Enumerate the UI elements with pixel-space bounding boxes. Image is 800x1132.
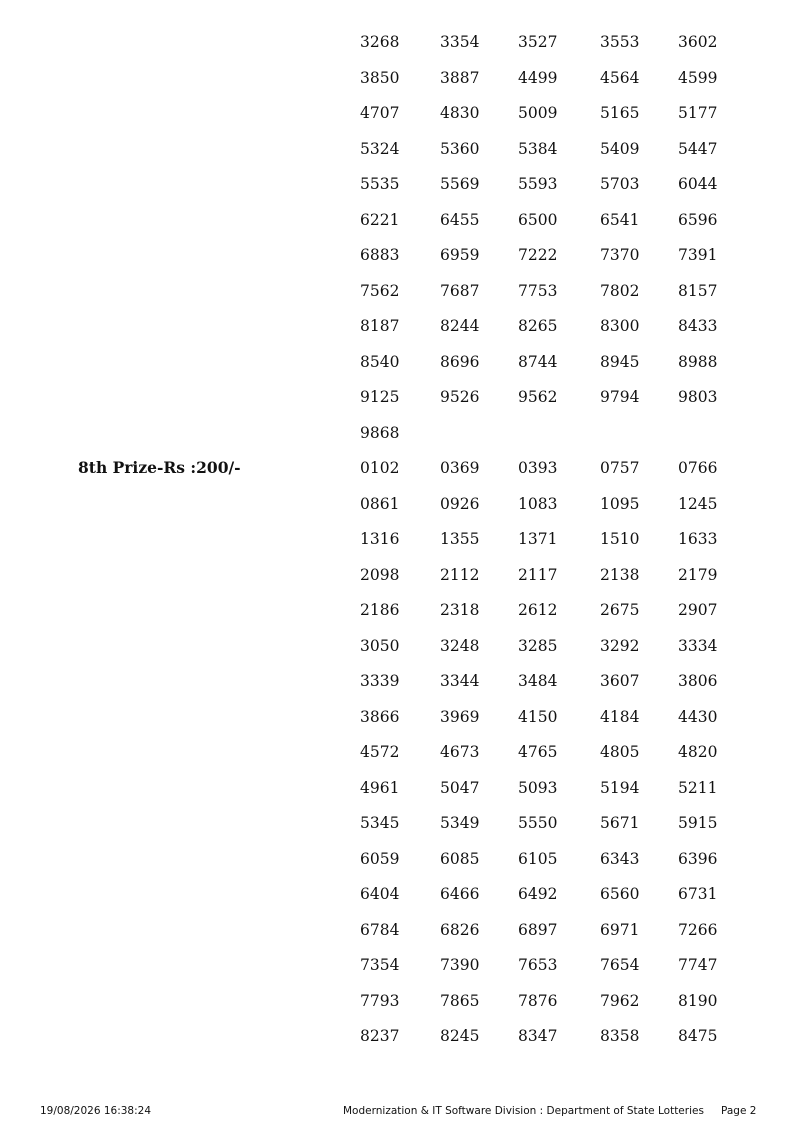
ticket-number: 6059 <box>360 849 400 868</box>
ticket-number: 6897 <box>518 920 558 939</box>
ticket-number: 7753 <box>518 281 558 300</box>
ticket-number: 5047 <box>440 778 480 797</box>
ticket-number: 5211 <box>678 778 718 797</box>
ticket-number: 7802 <box>600 281 640 300</box>
ticket-number: 1633 <box>678 530 718 548</box>
ticket-number: 6492 <box>518 885 558 903</box>
result-row <box>0 316 800 352</box>
ticket-number: 5093 <box>518 778 558 797</box>
ticket-number: 4599 <box>678 68 718 87</box>
ticket-number: 8988 <box>678 352 718 371</box>
ticket-number: 6541 <box>600 210 640 229</box>
ticket-number: 8244 <box>440 317 480 335</box>
ticket-number: 3484 <box>518 672 558 690</box>
result-row <box>0 813 800 849</box>
ticket-number: 5409 <box>600 139 640 158</box>
ticket-number: 8300 <box>600 317 640 335</box>
ticket-number: 1510 <box>600 530 640 548</box>
footer-division: Modernization & IT Software Division : Department of State Lotteries <box>343 1105 704 1117</box>
ticket-number: 3050 <box>360 636 400 655</box>
result-row <box>0 955 800 991</box>
result-row <box>0 1026 800 1062</box>
ticket-number: 7747 <box>678 956 718 974</box>
result-row <box>0 103 800 139</box>
ticket-number: 6959 <box>440 246 480 264</box>
ticket-number: 3553 <box>600 33 640 51</box>
ticket-number: 6971 <box>600 920 640 939</box>
ticket-number: 5550 <box>518 814 558 832</box>
ticket-number: 6784 <box>360 920 400 939</box>
result-row <box>0 742 800 778</box>
ticket-number: 4830 <box>440 104 480 122</box>
ticket-number: 8347 <box>518 1027 558 1045</box>
ticket-number: 8945 <box>600 352 640 371</box>
ticket-number: 4430 <box>678 707 718 726</box>
footer-page-number: Page 2 <box>721 1105 757 1117</box>
ticket-number: 7654 <box>600 956 640 974</box>
ticket-number: 8540 <box>360 352 400 371</box>
ticket-number: 3334 <box>678 636 718 655</box>
ticket-number: 3866 <box>360 707 400 726</box>
ticket-number: 8265 <box>518 317 558 335</box>
result-row <box>0 245 800 281</box>
ticket-number: 9125 <box>360 388 400 406</box>
ticket-number: 2098 <box>360 565 400 584</box>
ticket-number: 3602 <box>678 33 718 51</box>
ticket-number: 4765 <box>518 743 558 761</box>
page-footer <box>0 1105 800 1123</box>
ticket-number: 4564 <box>600 68 640 87</box>
ticket-number: 0102 <box>360 459 400 477</box>
ticket-number: 8187 <box>360 317 400 335</box>
ticket-number: 9868 <box>360 423 400 442</box>
ticket-number: 5009 <box>518 104 558 122</box>
ticket-number: 2112 <box>440 565 480 584</box>
ticket-number: 7687 <box>440 281 480 300</box>
ticket-number: 3268 <box>360 33 400 51</box>
ticket-number: 3292 <box>600 636 640 655</box>
result-row <box>0 565 800 601</box>
ticket-number: 5593 <box>518 175 558 193</box>
ticket-number: 4820 <box>678 743 718 761</box>
ticket-number: 8157 <box>678 281 718 300</box>
ticket-number: 4805 <box>600 743 640 761</box>
result-row <box>0 352 800 388</box>
ticket-number: 6404 <box>360 885 400 903</box>
ticket-number: 7391 <box>678 246 718 264</box>
ticket-number: 8358 <box>600 1027 640 1045</box>
result-row <box>0 707 800 743</box>
ticket-number: 3344 <box>440 672 480 690</box>
ticket-number: 8190 <box>678 991 718 1010</box>
ticket-number: 5671 <box>600 814 640 832</box>
ticket-number: 4961 <box>360 778 400 797</box>
ticket-number: 8433 <box>678 317 718 335</box>
ticket-number: 2138 <box>600 565 640 584</box>
ticket-number: 2612 <box>518 601 558 619</box>
ticket-number: 0861 <box>360 494 400 513</box>
ticket-number: 4673 <box>440 743 480 761</box>
ticket-number: 6500 <box>518 210 558 229</box>
ticket-number: 7354 <box>360 956 400 974</box>
ticket-number: 5360 <box>440 139 480 158</box>
ticket-number: 3969 <box>440 707 480 726</box>
ticket-number: 9803 <box>678 388 718 406</box>
ticket-number: 7876 <box>518 991 558 1010</box>
ticket-number: 5177 <box>678 104 718 122</box>
result-row <box>0 281 800 317</box>
ticket-number: 1371 <box>518 530 558 548</box>
ticket-number: 5447 <box>678 139 718 158</box>
ticket-number: 6826 <box>440 920 480 939</box>
result-row <box>0 529 800 565</box>
result-row <box>0 671 800 707</box>
ticket-number: 5535 <box>360 175 400 193</box>
ticket-number: 5569 <box>440 175 480 193</box>
result-row <box>0 458 800 494</box>
ticket-number: 6731 <box>678 885 718 903</box>
ticket-number: 1355 <box>440 530 480 548</box>
ticket-number: 7390 <box>440 956 480 974</box>
ticket-number: 1095 <box>600 494 640 513</box>
ticket-number: 2907 <box>678 601 718 619</box>
ticket-number: 7266 <box>678 920 718 939</box>
ticket-number: 6596 <box>678 210 718 229</box>
ticket-number: 6221 <box>360 210 400 229</box>
ticket-number: 0393 <box>518 459 558 477</box>
ticket-number: 9526 <box>440 388 480 406</box>
ticket-number: 6343 <box>600 849 640 868</box>
ticket-number: 2179 <box>678 565 718 584</box>
result-row <box>0 423 800 459</box>
ticket-number: 0369 <box>440 459 480 477</box>
ticket-number: 0757 <box>600 459 640 477</box>
ticket-number: 5915 <box>678 814 718 832</box>
ticket-number: 6455 <box>440 210 480 229</box>
ticket-number: 8237 <box>360 1027 400 1045</box>
ticket-number: 7222 <box>518 246 558 264</box>
ticket-number: 3339 <box>360 672 400 690</box>
ticket-number: 6466 <box>440 885 480 903</box>
ticket-number: 2675 <box>600 601 640 619</box>
ticket-number: 7865 <box>440 991 480 1010</box>
ticket-number: 6105 <box>518 849 558 868</box>
ticket-number: 6560 <box>600 885 640 903</box>
ticket-number: 4184 <box>600 707 640 726</box>
ticket-number: 1083 <box>518 494 558 513</box>
ticket-number: 8245 <box>440 1027 480 1045</box>
ticket-number: 5165 <box>600 104 640 122</box>
ticket-number: 8475 <box>678 1027 718 1045</box>
result-row <box>0 32 800 68</box>
result-row <box>0 494 800 530</box>
ticket-number: 3527 <box>518 33 558 51</box>
ticket-number: 6396 <box>678 849 718 868</box>
ticket-number: 0926 <box>440 494 480 513</box>
result-row <box>0 884 800 920</box>
ticket-number: 9794 <box>600 388 640 406</box>
ticket-number: 2186 <box>360 601 400 619</box>
ticket-number: 7562 <box>360 281 400 300</box>
ticket-number: 3806 <box>678 672 718 690</box>
ticket-number: 7793 <box>360 991 400 1010</box>
ticket-number: 5384 <box>518 139 558 158</box>
ticket-number: 1316 <box>360 530 400 548</box>
ticket-number: 3354 <box>440 33 480 51</box>
ticket-number: 6085 <box>440 849 480 868</box>
ticket-number: 3850 <box>360 68 400 87</box>
ticket-number: 3285 <box>518 636 558 655</box>
ticket-number: 6883 <box>360 246 400 264</box>
ticket-number: 8696 <box>440 352 480 371</box>
result-row <box>0 849 800 885</box>
ticket-number: 5194 <box>600 778 640 797</box>
ticket-number: 2117 <box>518 565 558 584</box>
result-row <box>0 991 800 1027</box>
ticket-number: 4499 <box>518 68 558 87</box>
ticket-number: 4150 <box>518 707 558 726</box>
ticket-number: 6044 <box>678 175 718 193</box>
result-row <box>0 387 800 423</box>
ticket-number: 1245 <box>678 494 718 513</box>
ticket-number: 5324 <box>360 139 400 158</box>
result-row <box>0 174 800 210</box>
result-row <box>0 68 800 104</box>
ticket-number: 0766 <box>678 459 718 477</box>
ticket-number: 9562 <box>518 388 558 406</box>
result-row <box>0 636 800 672</box>
ticket-number: 4572 <box>360 743 400 761</box>
ticket-number: 5703 <box>600 175 640 193</box>
result-row <box>0 600 800 636</box>
result-row <box>0 778 800 814</box>
ticket-number: 5345 <box>360 814 400 832</box>
prize-label: 8th Prize-Rs :200/- <box>78 458 241 477</box>
ticket-number: 7962 <box>600 991 640 1010</box>
footer-timestamp: 19/08/2026 16:38:24 <box>40 1105 152 1117</box>
ticket-number: 3607 <box>600 672 640 690</box>
result-row <box>0 920 800 956</box>
ticket-number: 4707 <box>360 104 400 122</box>
ticket-number: 5349 <box>440 814 480 832</box>
ticket-number: 7653 <box>518 956 558 974</box>
result-row <box>0 210 800 246</box>
result-row <box>0 139 800 175</box>
ticket-number: 7370 <box>600 246 640 264</box>
ticket-number: 8744 <box>518 352 558 371</box>
ticket-number: 3248 <box>440 636 480 655</box>
ticket-number: 2318 <box>440 601 480 619</box>
ticket-number: 3887 <box>440 68 480 87</box>
